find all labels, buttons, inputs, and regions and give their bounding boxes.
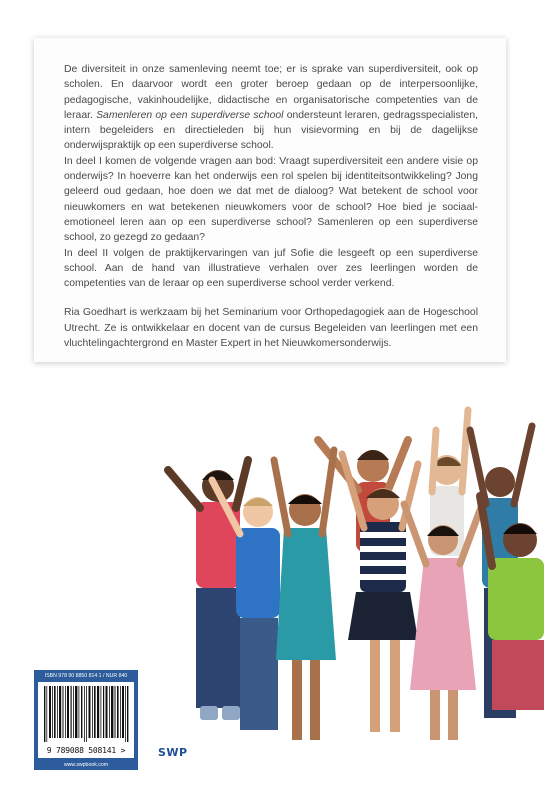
barcode-digits: 9 789088 508141 >	[46, 746, 126, 755]
blurb	[64, 62, 478, 351]
publisher-logo: SWP	[158, 746, 188, 759]
barcode	[38, 682, 134, 758]
barcode-bars	[38, 682, 134, 742]
publisher-website: www.swpbook.com	[63, 762, 109, 768]
blurb-paragraph-3: In deel II volgen de praktijkervaringen van juf Sofie die lesgeeft op een superdiverse school. Aan de hand van illustratieve verhalen over zes leerlingen worden de competenties van de leraar op een superdiverse school verder verkend.	[64, 247, 478, 290]
blurb-paragraph-2: In deel I komen de volgende vragen aan bod: Vraagt superdiversiteit een andere visie op onderwijs? In hoeverre kan het onderwijs een rol spelen bij identiteitsontwikkeling? Jong geleerd oud gedaan, hoe doen we dat met de dialoog? Wat betekent de school voor nieuwkomers en wat betekenen nieuwkomers voor de school? Hoe bied je sociaal-emotioneel leren aan op een superdiverse school? Samenleren op een superdiverse school, zo gezegd zo gedaan?	[64, 155, 478, 244]
isbn-barcode-box	[34, 670, 138, 770]
author-bio: Ria Goedhart is werkzaam bij het Seminarium voor Orthopedagogiek aan de Hogeschool Utrecht. Ze is ontwikkelaar en docent van de cursus Begeleiden van leerlingen met een vluchtelingachtergrond en Master Expert in het Nieuwkomersonderwijs.	[64, 307, 478, 350]
book-title: Samenleren op een superdiverse school	[96, 109, 284, 121]
isbn-number: ISBN 978 90 8850 814 1 / NUR 840	[44, 673, 128, 679]
blurb-paragraph-1: De diversiteit in onze samenleving neemt toe; er is sprake van superdiversiteit, ook op scholen. En daarvoor wordt een groter beroep gedaan op de interpersoonlijke, pedagogische, vakinhoudelijke, didactische en organisatorische competenties van de leraar. Samenleren op een superdiverse school ondersteunt leraren, gedragsspecialisten, intern begeleiders en directieleden bij hun visievorming en bij de dagelijkse onderwijspraktijk op een superdiverse school.	[64, 64, 478, 152]
paragraph-gap	[64, 291, 478, 305]
text-card	[34, 38, 506, 362]
